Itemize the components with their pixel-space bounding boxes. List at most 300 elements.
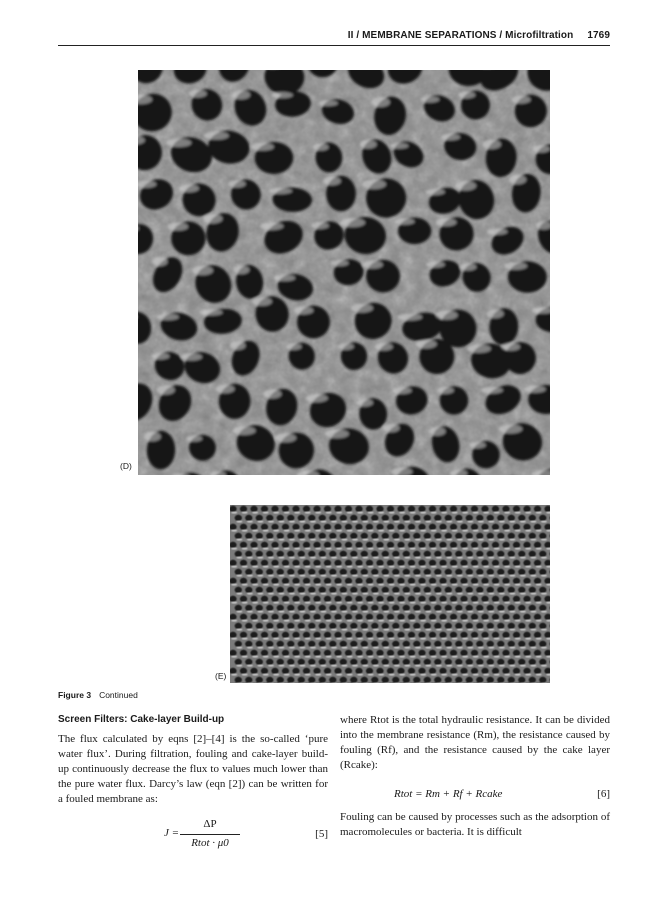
pore-highlight — [437, 387, 454, 394]
pore-highlight — [269, 188, 293, 194]
pore — [245, 569, 252, 575]
pore-highlight — [236, 647, 242, 649]
pore-highlight — [536, 584, 542, 586]
pore — [460, 632, 467, 638]
pore — [277, 569, 284, 575]
pore — [340, 587, 347, 593]
pore-highlight — [284, 620, 290, 622]
pore — [392, 641, 399, 647]
pore — [439, 614, 446, 620]
pore — [460, 560, 467, 566]
pore — [455, 551, 462, 557]
pore-highlight — [504, 674, 510, 676]
pore-highlight — [457, 665, 463, 667]
pore-highlight — [289, 557, 295, 559]
pore — [413, 677, 420, 683]
pore-highlight — [431, 602, 437, 604]
pore-highlight — [525, 674, 531, 676]
pore — [502, 506, 509, 512]
pore-highlight — [452, 584, 458, 586]
pore-highlight — [520, 539, 526, 541]
pore-highlight — [378, 674, 384, 676]
pore-highlight — [460, 263, 477, 270]
pore-highlight — [300, 611, 306, 613]
pore — [366, 524, 373, 530]
pore — [292, 506, 299, 512]
pore-highlight — [425, 629, 431, 631]
pore-highlight — [494, 656, 500, 658]
pore — [308, 677, 315, 683]
pore — [450, 632, 457, 638]
pore — [429, 614, 436, 620]
pore-highlight — [530, 575, 536, 577]
pore-highlight — [342, 629, 348, 631]
pore-highlight — [383, 521, 389, 523]
pore-highlight — [399, 530, 405, 532]
pore-highlight — [389, 620, 395, 622]
pore — [445, 677, 452, 683]
pore-highlight — [273, 566, 279, 568]
panel-e-label: (E) — [215, 671, 227, 681]
pore-highlight — [347, 512, 353, 514]
pore — [355, 668, 362, 674]
pore-highlight — [347, 674, 353, 676]
pore-highlight — [536, 530, 542, 532]
pore — [371, 569, 378, 575]
pore-highlight — [446, 665, 452, 667]
pore — [266, 677, 273, 683]
pore-highlight — [425, 189, 445, 195]
pore-highlight — [273, 602, 279, 604]
pore-highlight — [504, 602, 510, 604]
pore-highlight — [286, 343, 302, 350]
pore-highlight — [357, 620, 363, 622]
pore — [397, 506, 404, 512]
pore — [529, 623, 536, 629]
pore — [403, 551, 410, 557]
pore-highlight — [457, 539, 463, 541]
pore-highlight — [368, 566, 374, 568]
pore-highlight — [467, 521, 473, 523]
pore-highlight — [436, 539, 442, 541]
equation-5-numerator: ΔP — [203, 818, 217, 830]
pore — [455, 623, 462, 629]
pore-highlight — [415, 575, 421, 577]
pore — [487, 623, 494, 629]
pore-highlight — [436, 593, 442, 595]
pore — [439, 524, 446, 530]
page-number: 1769 — [587, 30, 610, 41]
pore-highlight — [232, 90, 250, 99]
pore — [266, 605, 273, 611]
pore-highlight — [536, 548, 542, 550]
pore-highlight — [394, 539, 400, 541]
pore-highlight — [342, 665, 348, 667]
pore — [303, 560, 310, 566]
pore — [539, 659, 546, 665]
pore — [298, 677, 305, 683]
pore — [487, 641, 494, 647]
pore-highlight — [541, 593, 547, 595]
pore-highlight — [431, 620, 437, 622]
pore-highlight — [268, 557, 274, 559]
pore-highlight — [399, 566, 405, 568]
pore-highlight — [394, 647, 400, 649]
pore-highlight — [378, 638, 384, 640]
caption-text: Continued — [99, 690, 138, 700]
right-column — [340, 713, 610, 773]
pore — [261, 632, 268, 638]
pore — [439, 632, 446, 638]
pore — [439, 560, 446, 566]
pore — [387, 632, 394, 638]
pore — [508, 551, 515, 557]
pore-highlight — [389, 638, 395, 640]
pore — [418, 632, 425, 638]
pore-highlight — [446, 647, 452, 649]
pore-highlight — [473, 566, 479, 568]
pore-highlight — [467, 557, 473, 559]
pore — [502, 614, 509, 620]
pore — [271, 542, 278, 548]
pore — [497, 515, 504, 521]
pore-highlight — [441, 134, 460, 141]
pore-highlight — [525, 620, 531, 622]
pore-highlight — [525, 566, 531, 568]
pore — [518, 587, 525, 593]
pore — [408, 506, 415, 512]
pore — [256, 515, 263, 521]
pore-highlight — [504, 584, 510, 586]
pore-highlight — [455, 181, 476, 191]
pore — [460, 542, 467, 548]
pore-highlight — [499, 647, 505, 649]
pore-highlight — [481, 387, 503, 394]
pore-highlight — [242, 620, 248, 622]
pore — [418, 542, 425, 548]
pore — [329, 605, 336, 611]
pore — [240, 560, 247, 566]
pore-highlight — [488, 557, 494, 559]
pore-highlight — [236, 539, 242, 541]
pore — [324, 614, 331, 620]
pore — [298, 605, 305, 611]
pore — [471, 506, 478, 512]
equation-6-expression: Rtot = Rm + Rf + Rcake — [394, 788, 503, 800]
pore-highlight — [362, 539, 368, 541]
pore — [513, 596, 520, 602]
pore-highlight — [410, 548, 416, 550]
pore-highlight — [478, 539, 484, 541]
pore-highlight — [499, 593, 505, 595]
pore-highlight — [321, 575, 327, 577]
pore-highlight — [200, 309, 223, 315]
pore-highlight — [326, 566, 332, 568]
pore — [382, 587, 389, 593]
pore — [529, 587, 536, 593]
pore — [240, 596, 247, 602]
pore-highlight — [383, 593, 389, 595]
pore-highlight — [252, 584, 258, 586]
pore-highlight — [515, 638, 521, 640]
pore — [376, 578, 383, 584]
pore — [235, 533, 242, 539]
pore-highlight — [313, 143, 329, 150]
pore-highlight — [257, 647, 263, 649]
pore-highlight — [436, 311, 458, 320]
pore-highlight — [305, 548, 311, 550]
pore-highlight — [436, 665, 442, 667]
pore — [392, 659, 399, 665]
pore — [523, 614, 530, 620]
pore — [256, 533, 263, 539]
pore — [250, 578, 257, 584]
pore-highlight — [399, 512, 405, 514]
pore — [466, 605, 473, 611]
pore-highlight — [525, 386, 546, 393]
pore-highlight — [446, 557, 452, 559]
pore-highlight — [420, 512, 426, 514]
pore-highlight — [284, 674, 290, 676]
pore — [387, 542, 394, 548]
pore — [245, 587, 252, 593]
pore-highlight — [410, 512, 416, 514]
pore-highlight — [274, 275, 295, 282]
pore-highlight — [289, 593, 295, 595]
pore-highlight — [504, 530, 510, 532]
pore-highlight — [467, 539, 473, 541]
pore — [256, 623, 263, 629]
pore-highlight — [273, 674, 279, 676]
pore — [497, 533, 504, 539]
pore-highlight — [357, 512, 363, 514]
pore — [292, 596, 299, 602]
pore-highlight — [389, 530, 395, 532]
pore-highlight — [342, 539, 348, 541]
equation-6 — [340, 788, 610, 806]
pore-highlight — [394, 521, 400, 523]
pore-highlight — [305, 674, 311, 676]
pore-highlight — [294, 512, 300, 514]
pore — [534, 560, 541, 566]
pore — [266, 533, 273, 539]
pore — [382, 659, 389, 665]
pore — [361, 677, 368, 683]
pore-highlight — [289, 665, 295, 667]
pore — [366, 542, 373, 548]
pore — [282, 632, 289, 638]
pore — [287, 677, 294, 683]
equation-5-fraction — [180, 818, 240, 849]
pore-highlight — [342, 575, 348, 577]
pore-highlight — [525, 656, 531, 658]
pore — [429, 578, 436, 584]
pore-highlight — [294, 638, 300, 640]
pore-highlight — [362, 521, 368, 523]
pore-highlight — [473, 530, 479, 532]
pore-highlight — [462, 548, 468, 550]
pore — [287, 515, 294, 521]
pore — [345, 650, 352, 656]
pore — [481, 650, 488, 656]
pore — [466, 551, 473, 557]
pore-highlight — [347, 620, 353, 622]
pore-highlight — [357, 566, 363, 568]
pore-highlight — [515, 674, 521, 676]
pore — [529, 641, 536, 647]
pore — [445, 515, 452, 521]
pore — [334, 632, 341, 638]
pore — [387, 524, 394, 530]
pore — [261, 524, 268, 530]
pore — [277, 641, 284, 647]
pore-highlight — [247, 557, 253, 559]
pore-highlight — [462, 620, 468, 622]
pore — [460, 668, 467, 674]
pore-highlight — [504, 548, 510, 550]
pore-highlight — [242, 512, 248, 514]
pore — [539, 587, 546, 593]
pore-highlight — [310, 629, 316, 631]
pore-highlight — [268, 665, 274, 667]
pore — [508, 533, 515, 539]
pore-highlight — [383, 424, 400, 433]
pore-highlight — [347, 548, 353, 550]
pore — [345, 524, 352, 530]
pore — [282, 578, 289, 584]
pore-highlight — [279, 539, 285, 541]
pore — [413, 533, 420, 539]
pore — [277, 515, 284, 521]
pore-highlight — [390, 143, 409, 149]
pore-highlight — [279, 557, 285, 559]
pore-highlight — [368, 620, 374, 622]
pore-highlight — [260, 222, 284, 230]
pore — [450, 506, 457, 512]
pore — [518, 569, 525, 575]
pore-highlight — [373, 539, 379, 541]
pore-highlight — [352, 521, 358, 523]
pore-highlight — [373, 557, 379, 559]
pore — [434, 605, 441, 611]
pore-highlight — [263, 656, 269, 658]
pore-highlight — [273, 638, 279, 640]
pore — [387, 560, 394, 566]
pore — [313, 542, 320, 548]
pore-highlight — [399, 584, 405, 586]
pore — [466, 623, 473, 629]
right-paragraph-1: where Rtot is the total hydraulic resistance. It can be divided into the membrane resistance (Rm), the resistance caused by fouling (Rf), and the resistance caused by the cake layer (Rcake): — [340, 714, 610, 771]
pore — [250, 560, 257, 566]
pore-highlight — [310, 593, 316, 595]
pore — [529, 677, 536, 683]
pore-highlight — [404, 575, 410, 577]
pore-highlight — [368, 584, 374, 586]
pore — [445, 605, 452, 611]
pore — [271, 632, 278, 638]
pore — [282, 668, 289, 674]
pore — [371, 677, 378, 683]
pore — [361, 551, 368, 557]
pore — [518, 677, 525, 683]
pore-highlight — [326, 674, 332, 676]
pore — [397, 650, 404, 656]
pore — [376, 650, 383, 656]
pore-highlight — [321, 665, 327, 667]
pore — [329, 515, 336, 521]
pore-highlight — [216, 385, 235, 394]
pore-highlight — [378, 602, 384, 604]
pore — [282, 596, 289, 602]
pore — [518, 641, 525, 647]
pore-highlight — [478, 575, 484, 577]
pore-highlight — [263, 674, 269, 676]
pore-highlight — [467, 665, 473, 667]
pore — [445, 587, 452, 593]
panel-d-label: (D) — [120, 461, 132, 471]
pore-highlight — [420, 674, 426, 676]
pore-highlight — [326, 512, 332, 514]
pore — [308, 605, 315, 611]
pore — [508, 659, 515, 665]
pore-highlight — [252, 620, 258, 622]
pore — [445, 533, 452, 539]
pore-highlight — [441, 620, 447, 622]
pore — [518, 623, 525, 629]
pore-highlight — [487, 309, 504, 318]
pore-highlight — [336, 530, 342, 532]
pore-highlight — [318, 100, 338, 106]
pore — [466, 533, 473, 539]
pore — [471, 542, 478, 548]
pore — [497, 623, 504, 629]
pore-highlight — [441, 638, 447, 640]
pore-highlight — [441, 602, 447, 604]
pore — [455, 641, 462, 647]
pore-highlight — [536, 512, 542, 514]
pore-highlight — [247, 539, 253, 541]
pore — [240, 632, 247, 638]
pore — [277, 533, 284, 539]
pore-highlight — [499, 665, 505, 667]
pore — [513, 650, 520, 656]
pore — [350, 587, 357, 593]
pore — [523, 578, 530, 584]
pore — [439, 578, 446, 584]
pore-highlight — [541, 557, 547, 559]
pore-highlight — [515, 584, 521, 586]
pore-highlight — [231, 512, 237, 514]
pore — [492, 614, 499, 620]
pore — [382, 569, 389, 575]
pore — [282, 524, 289, 530]
pore-highlight — [420, 566, 426, 568]
pore — [371, 551, 378, 557]
pore — [487, 677, 494, 683]
pore — [539, 641, 546, 647]
pore-highlight — [315, 566, 321, 568]
pore-highlight — [279, 611, 285, 613]
pore-highlight — [515, 620, 521, 622]
pore-highlight — [357, 602, 363, 604]
pore-highlight — [247, 665, 253, 667]
pore — [245, 623, 252, 629]
pore — [324, 560, 331, 566]
pore-highlight — [394, 629, 400, 631]
pore-highlight — [436, 647, 442, 649]
pore-highlight — [436, 557, 442, 559]
pore-highlight — [336, 548, 342, 550]
